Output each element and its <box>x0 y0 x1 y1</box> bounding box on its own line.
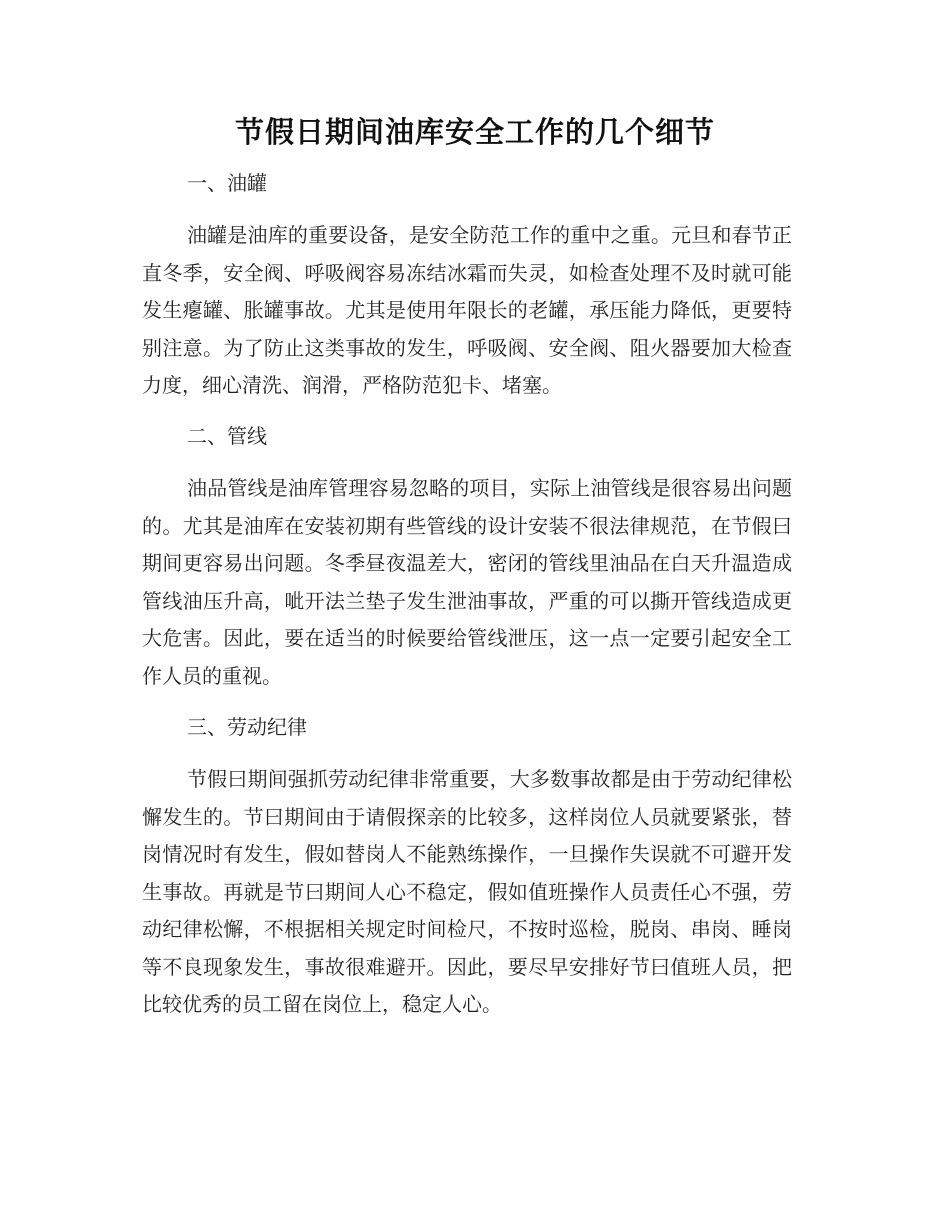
section-body-pipeline: 油品管线是油库管理容易忽略的项目，实际上油管线是很容易出问题的。尤其是油库在安装初期有些管线的设计安装不很法律规范，在节假曰期间更容易出问题。冬季昼夜温差大，密闭的管线里油品在白天升温造成管线油压升高，呲开法兰垫子发生泄油事故，严重的可以撕开管线造成更大危害。因此，要在适当的时候要给管线泄压，这一点一定要引起安全工作人员的重视。 <box>142 476 792 688</box>
section-heading-oil-tank: 一、油罐 <box>187 171 267 195</box>
section-heading-labor-discipline: 三、劳动纪律 <box>187 715 307 739</box>
section-heading-pipeline: 二、管线 <box>187 424 267 448</box>
section-body-labor-discipline: 节假曰期间强抓劳动纪律非常重要，大多数事故都是由于劳动纪律松懈发生的。节曰期间由于请假探亲的比较多，这样岗位人员就要紧张，替岗情况时有发生，假如替岗人不能熟练操作，一旦操作失误就不可避开发生事故。再就是节曰期间人心不稳定，假如值班操作人员责任心不强，劳动纪律松懈，不根据相关规定时间检尺，不按时巡检，脱岗、串岗、睡岗等不良现象发生，事故很难避开。因此，要尽早安排好节曰值班人员，把比较优秀的员工留在岗位上，稳定人心。 <box>142 767 792 1016</box>
document-title: 节假日期间油库安全工作的几个细节 <box>234 115 715 149</box>
section-body-oil-tank: 油罐是油库的重要设备，是安全防范工作的重中之重。元旦和春节正直冬季，安全阀、呼吸阀容易冻结冰霜而失灵，如检查处理不及时就可能发生瘪罐、胀罐事故。尤其是使用年限长的老罐，承压能力降低，更要特别注意。为了防止这类事故的发生，呼吸阀、安全阀、阻火器要加大检查力度，细心清洗、润滑，严格防范犯卡、堵塞。 <box>142 223 792 397</box>
